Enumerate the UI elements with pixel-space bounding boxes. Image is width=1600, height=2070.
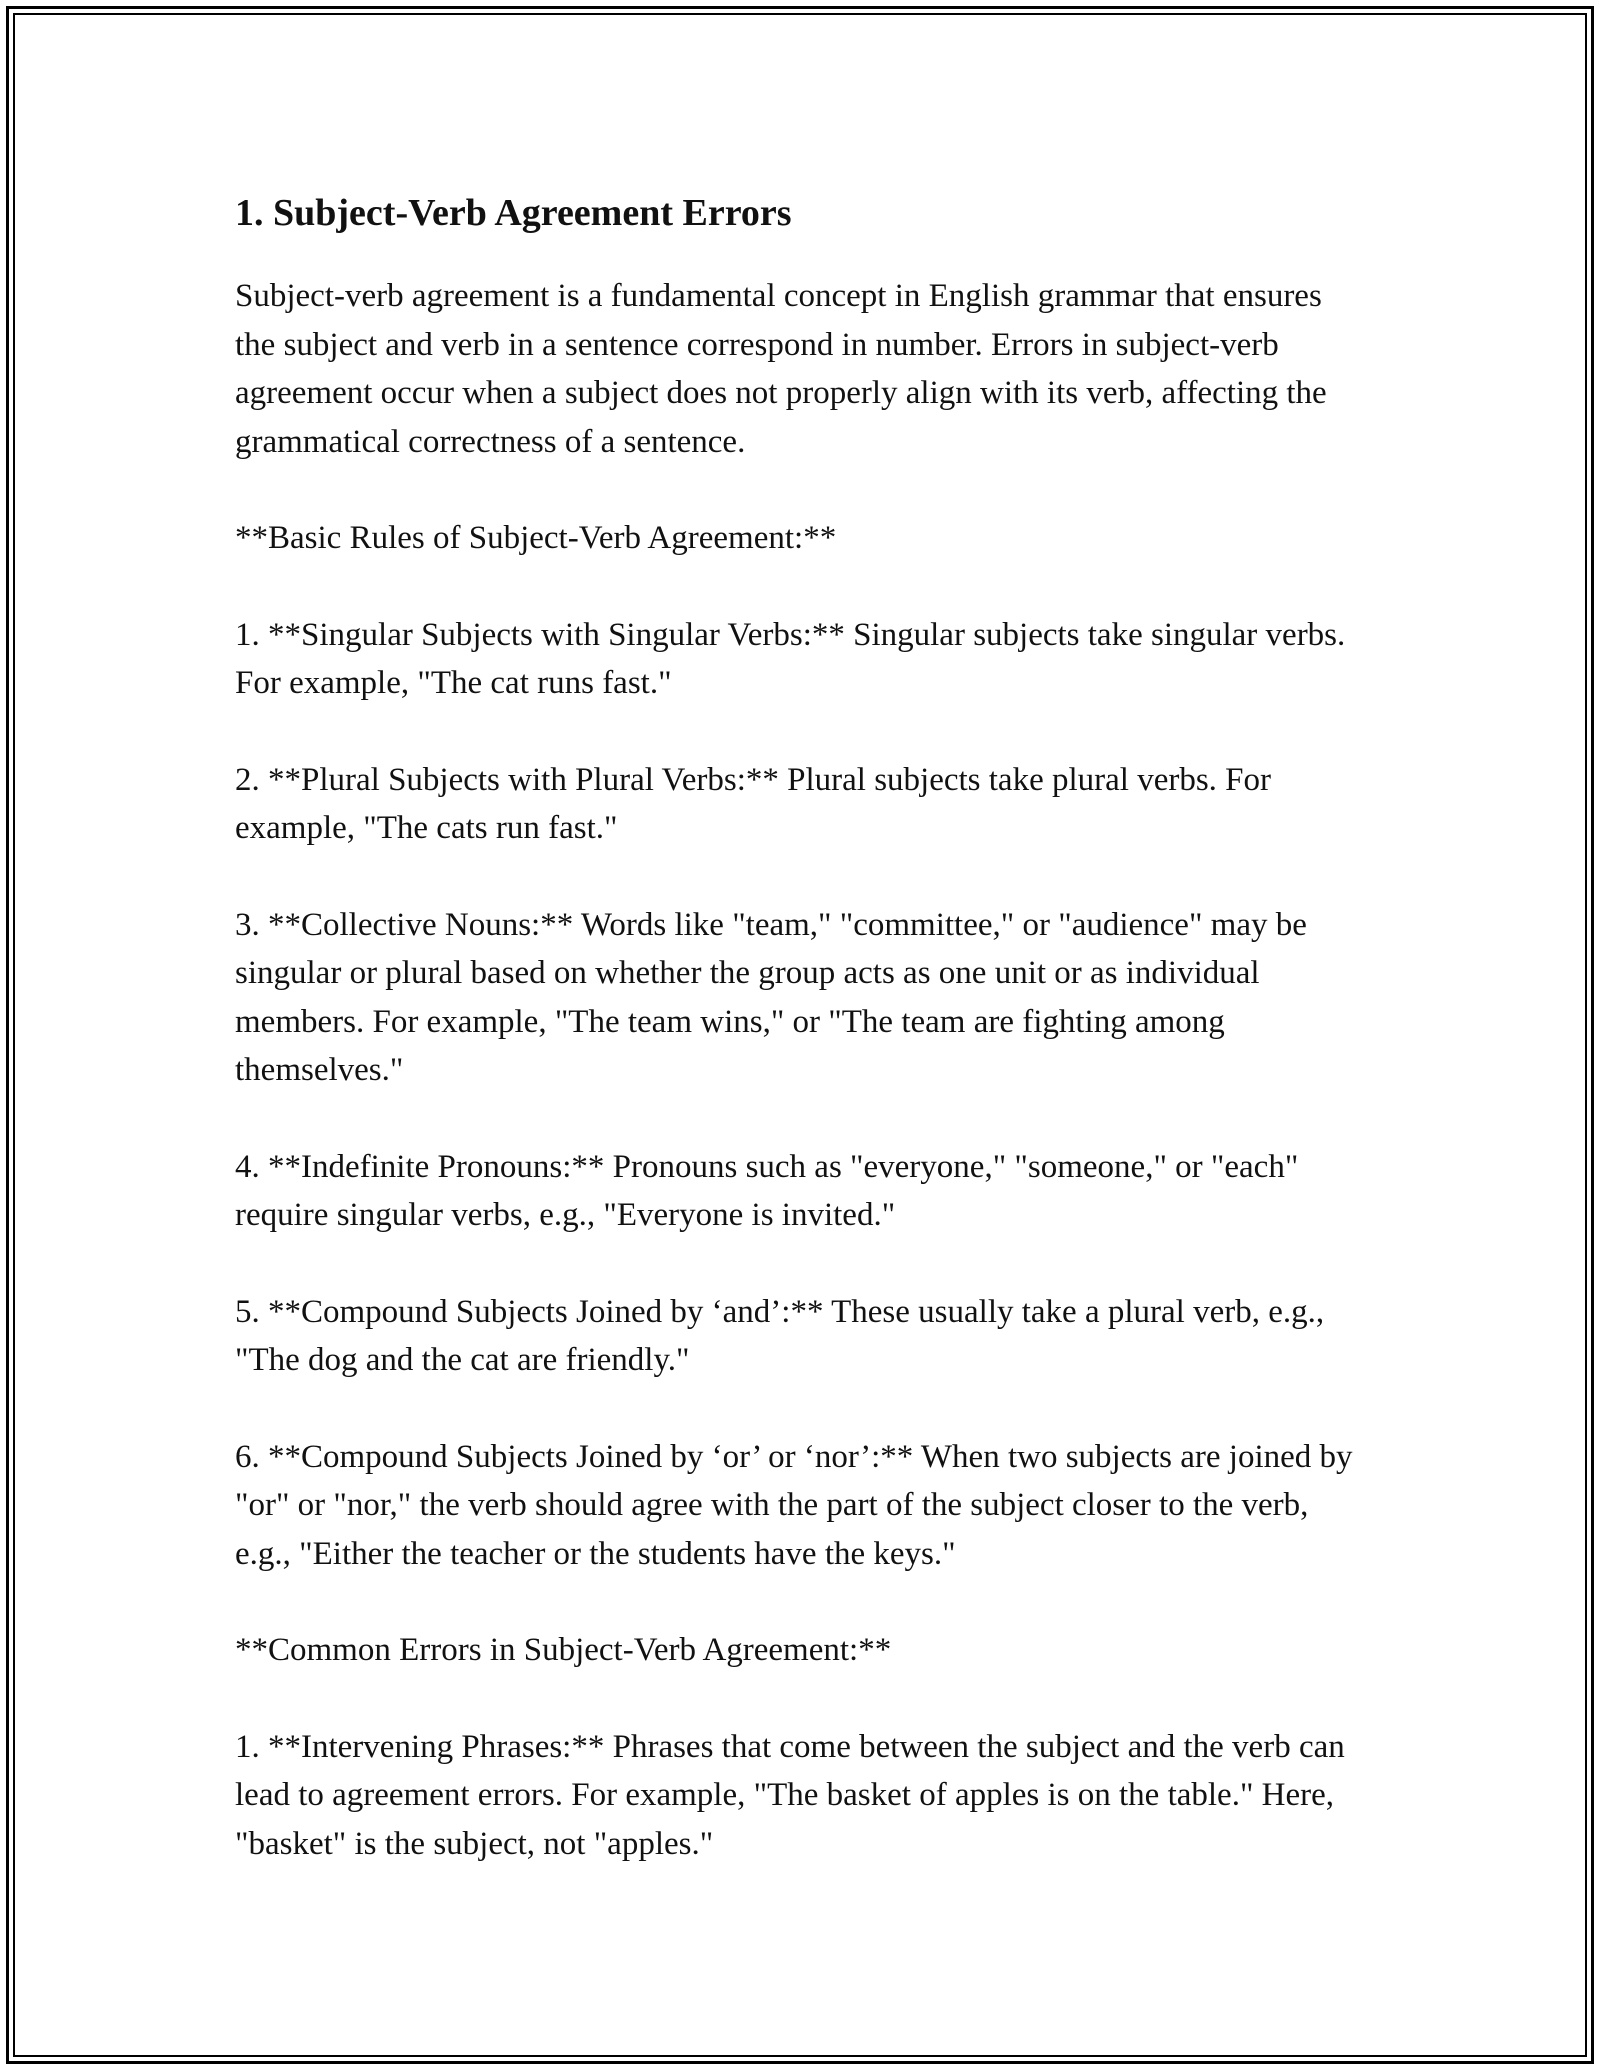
document-body [235, 188, 1370, 1868]
rule-collective-nouns: 3. **Collective Nouns:** Words like "team," "committee," or "audience" may be singular or plural based on whether the group acts as one unit or as individual members. For example, "The team wins," or "The team are fighting among themselves." [235, 906, 1307, 1088]
intro-paragraph: Subject-verb agreement is a fundamental concept in English grammar that ensures the subject and verb in a sentence correspond in number. Errors in subject-verb agreement occur when a subject does not properly align with its verb, affecting the grammatical correctness of a sentence. [235, 278, 1327, 460]
rule-compound-and: 5. **Compound Subjects Joined by ‘and’:** These usually take a plural verb, e.g., "The dog and the cat are friendly." [235, 1293, 1325, 1378]
basic-rules-heading: **Basic Rules of Subject-Verb Agreement:** [235, 520, 837, 556]
section-heading: 1. Subject-Verb Agreement Errors [235, 192, 792, 234]
common-errors-heading: **Common Errors in Subject-Verb Agreement:** [235, 1632, 892, 1668]
rule-compound-or-nor: 6. **Compound Subjects Joined by ‘or’ or ‘nor’:** When two subjects are joined by "or" or "nor," the verb should agree with the part of the subject closer to the verb, e.g., "Either the teacher or the students have the keys." [235, 1438, 1353, 1572]
rule-singular-subjects: 1. **Singular Subjects with Singular Verbs:** Singular subjects take singular verbs. For example, "The cat runs fast." [235, 616, 1346, 701]
rule-plural-subjects: 2. **Plural Subjects with Plural Verbs:** Plural subjects take plural verbs. For example, "The cats run fast." [235, 761, 1272, 846]
rule-indefinite-pronouns: 4. **Indefinite Pronouns:** Pronouns such as "everyone," "someone," or "each" require singular verbs, e.g., "Everyone is invited." [235, 1148, 1299, 1233]
error-intervening-phrases: 1. **Intervening Phrases:** Phrases that come between the subject and the verb can lead to agreement errors. For example, "The basket of apples is on the table." Here, "basket" is the subject, not "apples." [235, 1728, 1345, 1862]
